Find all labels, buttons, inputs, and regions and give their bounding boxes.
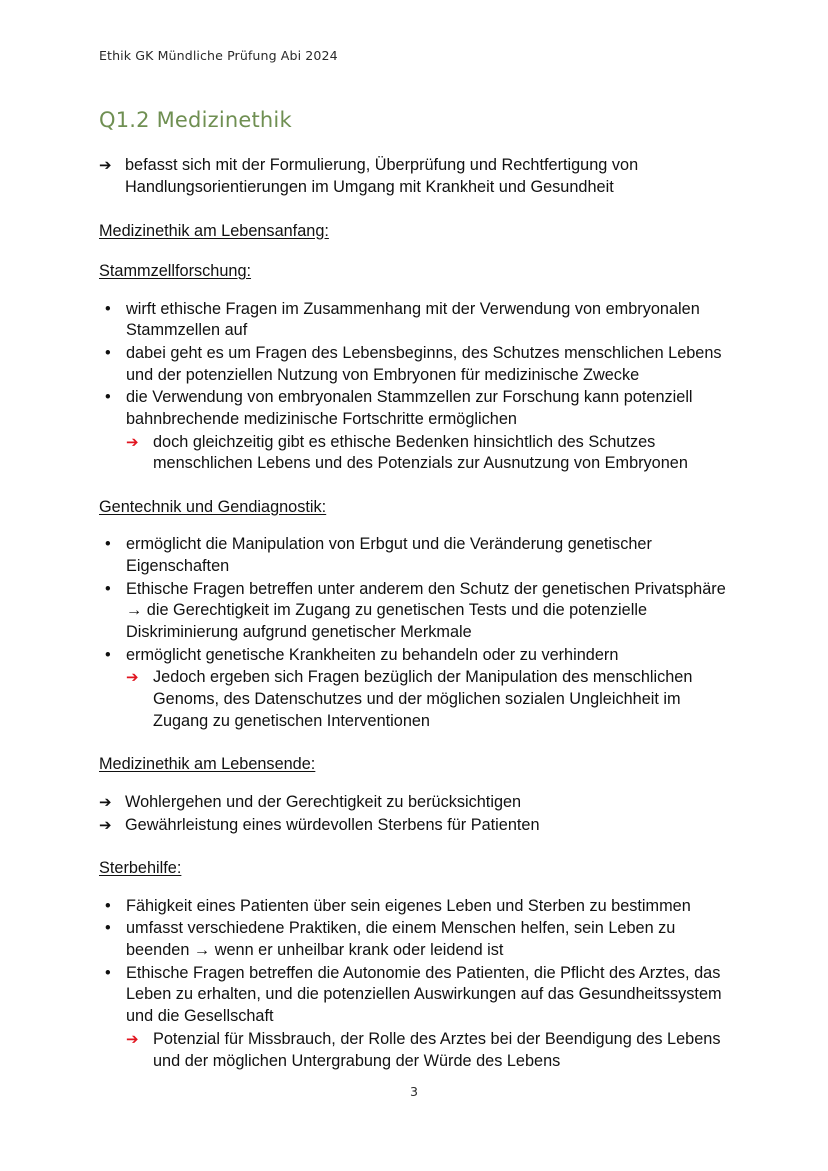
lebensende-list xyxy=(99,792,729,836)
list-item-label: dabei geht es um Fragen des Lebensbeginns, des Schutzes menschlichen Lebens und der potenziellen Nutzung von Embryonen für medizinische Zwecke xyxy=(126,343,722,384)
list-item-label: ermöglicht die Manipulation von Erbgut und die Veränderung genetischer Eigenschaften xyxy=(126,535,652,576)
arrow-right-icon: ➔ xyxy=(99,815,112,834)
bullet-dot-icon: • xyxy=(105,963,111,982)
stammzellforschung-list xyxy=(99,299,729,475)
arrow-right-red-icon: ➔ xyxy=(126,432,139,451)
list-item-label: doch gleichzeitig gibt es ethische Bedenken hinsichtlich des Schutzes menschlichen Lebens und des Potenzials zur Ausnutzung von Embryonen xyxy=(153,432,688,473)
list-item-label: Ethische Fragen betreffen unter anderem den Schutz der genetischen Privatsphäre → die Gerechtigkeit im Zugang zu genetischen Tests und die potenzielle Diskriminierung aufgrund genetischer Merkmale xyxy=(126,579,726,642)
section-heading-gentechnik: Gentechnik und Gendiagnostik: xyxy=(99,497,327,516)
list-item xyxy=(99,792,729,814)
list-item xyxy=(99,963,729,1028)
list-item-label: Potenzial für Missbrauch, der Rolle des Arztes bei der Beendigung des Lebens und der möglichen Untergrabung der Würde des Lebens xyxy=(153,1029,721,1070)
list-item xyxy=(99,815,729,837)
bullet-dot-icon: • xyxy=(105,343,111,362)
gentechnik-list xyxy=(99,534,729,732)
page-title: Q1.2 Medizinethik xyxy=(99,108,292,132)
intro-list xyxy=(99,155,729,198)
list-item xyxy=(99,896,729,918)
list-item xyxy=(99,343,729,386)
arrow-right-red-icon: ➔ xyxy=(126,668,139,687)
bullet-dot-icon: • xyxy=(105,388,111,407)
list-item xyxy=(99,387,729,430)
bullet-dot-icon: • xyxy=(105,919,111,938)
bullet-dot-icon: • xyxy=(105,579,111,598)
section-heading-lebensende: Medizinethik am Lebensende: xyxy=(99,755,316,774)
arrow-right-icon: ➔ xyxy=(99,156,112,175)
list-item-label: die Verwendung von embryonalen Stammzellen zur Forschung kann potenziell bahnbrechende medizinische Fortschritte ermöglichen xyxy=(126,388,693,428)
list-item xyxy=(99,579,729,644)
list-item-label: Gewährleistung eines würdevollen Sterbens für Patienten xyxy=(125,815,540,834)
section-heading-lebensanfang: Medizinethik am Lebensanfang: xyxy=(99,221,329,240)
list-item xyxy=(99,534,729,577)
list-item xyxy=(99,299,729,342)
sterbehilfe-list xyxy=(99,896,729,1072)
running-header: Ethik GK Mündliche Prüfung Abi 2024 xyxy=(99,48,338,63)
list-item-label: wirft ethische Fragen im Zusammenhang mit der Verwendung von embryonalen Stammzellen auf xyxy=(126,299,700,340)
list-item xyxy=(99,645,729,667)
list-item-label: Ethische Fragen betreffen die Autonomie des Patienten, die Pflicht des Arztes, das Leben zu erhalten, und die potenziellen Auswirkungen auf das Gesundheitssystem und die Gesellschaft xyxy=(126,963,722,1026)
list-item-sub xyxy=(99,1029,729,1072)
arrow-right-red-icon: ➔ xyxy=(126,1029,139,1048)
list-item xyxy=(99,918,729,961)
list-item-sub xyxy=(99,432,729,475)
page-content xyxy=(99,47,729,1073)
bullet-dot-icon: • xyxy=(105,645,111,664)
page-number: 3 xyxy=(409,1084,418,1099)
list-item-label: umfasst verschiedene Praktiken, die einem Menschen helfen, sein Leben zu beenden → wenn er unheilbar krank oder leidend ist xyxy=(126,919,676,960)
list-item xyxy=(99,155,729,198)
list-item-label: befasst sich mit der Formulierung, Überprüfung und Rechtfertigung von Handlungsorientierungen im Umgang mit Krankheit und Gesundheit xyxy=(125,156,639,196)
list-item-sub xyxy=(99,667,729,732)
bullet-dot-icon: • xyxy=(105,535,111,554)
list-item-label: Fähigkeit eines Patienten über sein eigenes Leben und Sterben zu bestimmen xyxy=(126,896,691,915)
list-item-label: ermöglicht genetische Krankheiten zu behandeln oder zu verhindern xyxy=(126,645,619,664)
list-item-label: Wohlergehen und der Gerechtigkeit zu berücksichtigen xyxy=(125,792,522,811)
list-item-label: Jedoch ergeben sich Fragen bezüglich der Manipulation des menschlichen Genoms, des Datenschutzes und der möglichen sozialen Ungleichheit im Zugang zu genetischen Interventionen xyxy=(153,668,693,730)
section-heading-sterbehilfe: Sterbehilfe: xyxy=(99,859,182,878)
bullet-dot-icon: • xyxy=(105,896,111,915)
arrow-right-icon: ➔ xyxy=(99,792,112,811)
section-heading-stammzellforschung: Stammzellforschung: xyxy=(99,262,252,281)
bullet-dot-icon: • xyxy=(105,299,111,318)
